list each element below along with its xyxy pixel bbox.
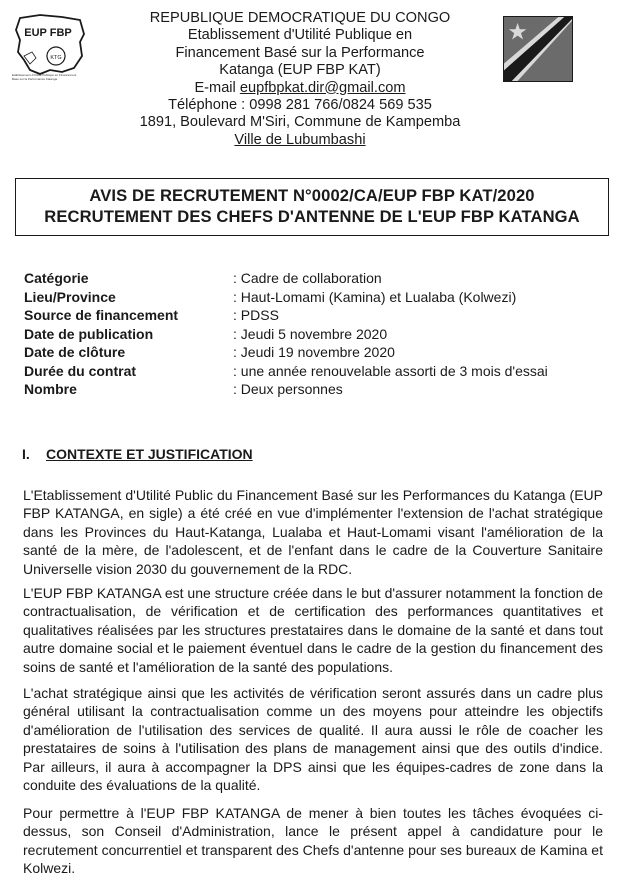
info-label: Date de publication bbox=[24, 325, 154, 342]
info-row-category bbox=[24, 269, 614, 288]
paragraph-call-for-applications: Pour permettre à l'EUP FBP KATANGA de mener à bien toutes les tâches évoquées ci-dessus, son Conseil d'Administration, lance le présent appel à candidature pour le recrutement concurrentiel et transparent des Chefs d'antenne pour ses bureaux de Kamina et Kolwezi. bbox=[23, 805, 603, 877]
notice-title-box bbox=[15, 178, 609, 236]
city-name: Ville de Lubumbashi bbox=[234, 131, 366, 148]
section-number: I. bbox=[22, 446, 30, 462]
institution-line-1: Etablissement d'Utilité Publique en bbox=[187, 27, 413, 44]
info-label: Catégorie bbox=[24, 270, 89, 286]
city-line bbox=[100, 132, 500, 149]
info-row-funding-source bbox=[24, 306, 614, 325]
notice-subtitle: RECRUTEMENT DES CHEFS D'ANTENNE DE L'EUP FBP KATANGA bbox=[44, 207, 580, 226]
info-row-publication-date bbox=[24, 325, 614, 344]
country-name: REPUBLIQUE DEMOCRATIQUE DU CONGO bbox=[149, 10, 451, 26]
info-value: : Jeudi 19 novembre 2020 bbox=[233, 344, 395, 360]
info-value: : PDSS bbox=[233, 307, 279, 323]
info-value: : Jeudi 5 novembre 2020 bbox=[233, 325, 388, 342]
info-row-positions-count bbox=[24, 380, 614, 399]
info-value: : Cadre de collaboration bbox=[233, 270, 382, 286]
job-info-table bbox=[24, 269, 614, 399]
address-line: 1891, Boulevard M'Siri, Commune de Kampemba bbox=[139, 114, 461, 131]
paragraph-context: L'Etablissement d'Utilité Public du Financement Basé sur les Performances du Katanga (EUP FBP KATANGA, en sigle) a été créé en vue d'implémenter l'extension de l'achat stratégique dans les Provinces du Haut-Katanga, Lualaba et Haut-Lomami visant l'amélioration de la santé de la mère, de l'adolescent, et de l'enfant dans le cadre de la Couverture Sanitaire Universelle vision 2030 du gouvernement de la RDC. bbox=[23, 487, 603, 577]
drc-flag-icon bbox=[504, 17, 572, 81]
info-label: Nombre bbox=[24, 381, 77, 397]
logo-badge-text: KTG bbox=[50, 55, 62, 61]
info-label: Date de clôture bbox=[24, 344, 126, 360]
letterhead bbox=[100, 10, 500, 149]
paragraph-structure: L'EUP FBP KATANGA est une structure créée dans le but d'assurer notamment la fonction de contractualisation, de vérification et de certification des performances quantitatives et qualitatives réalisées par les structures prestataires dans le domaine de la santé et dans tout autre domaine social et le paiement éventuel dans le cadre de la gestion du financement des soins de santé et l'amélioration de la santé des populations. bbox=[23, 585, 603, 675]
info-value: : Haut-Lomami (Kamina) et Lualaba (Kolwezi) bbox=[233, 288, 517, 305]
info-value: : une année renouvelable assorti de 3 mois d'essai bbox=[233, 362, 548, 379]
logo-tagline: Etablissement d'Utilité Publique en Financement Basé sur la Performance Katanga bbox=[12, 73, 77, 81]
info-row-location bbox=[24, 288, 614, 307]
notice-title: AVIS DE RECRUTEMENT N°0002/CA/EUP FBP KAT/2020 bbox=[89, 186, 535, 205]
info-row-closing-date bbox=[24, 343, 614, 362]
info-row-contract-duration bbox=[24, 362, 614, 381]
paragraph-strategic-purchase: L'achat stratégique ainsi que les activités de vérification seront assurés dans un cadre plus général utilisant la contractualisation comme un des moyens pour atteindre les objectifs d'amélioration de l'utilisation des services de qualité. Il aura aussi le rôle de coacher les prestataires de soins à l'utilisation des plans de management ainsi que des outils d'indice. Par ailleurs, il aura à accompagner la DPS ainsi que les équipes-cadres de zone dans la conduite des évaluations de la qualité. bbox=[23, 685, 603, 794]
info-label: Durée du contrat bbox=[24, 362, 137, 379]
institution-line-2: Financement Basé sur la Performance bbox=[175, 44, 425, 61]
info-label: Source de financement bbox=[24, 307, 179, 323]
logo-brand-text: EUP FBP bbox=[24, 27, 72, 39]
institution-line-3: Katanga (EUP FBP KAT) bbox=[219, 62, 381, 79]
phone-line: Téléphone : 0998 281 766/0824 569 535 bbox=[168, 97, 432, 114]
email-line bbox=[100, 80, 500, 97]
email-label: E-mail bbox=[194, 79, 240, 96]
email-link[interactable]: eupfbpkat.dir@gmail.com bbox=[239, 79, 406, 96]
section-heading bbox=[22, 446, 253, 462]
info-value: : Deux personnes bbox=[233, 381, 343, 397]
info-label: Lieu/Province bbox=[24, 288, 116, 305]
drc-flag bbox=[503, 16, 573, 82]
section-title: CONTEXTE ET JUSTIFICATION bbox=[46, 446, 253, 462]
